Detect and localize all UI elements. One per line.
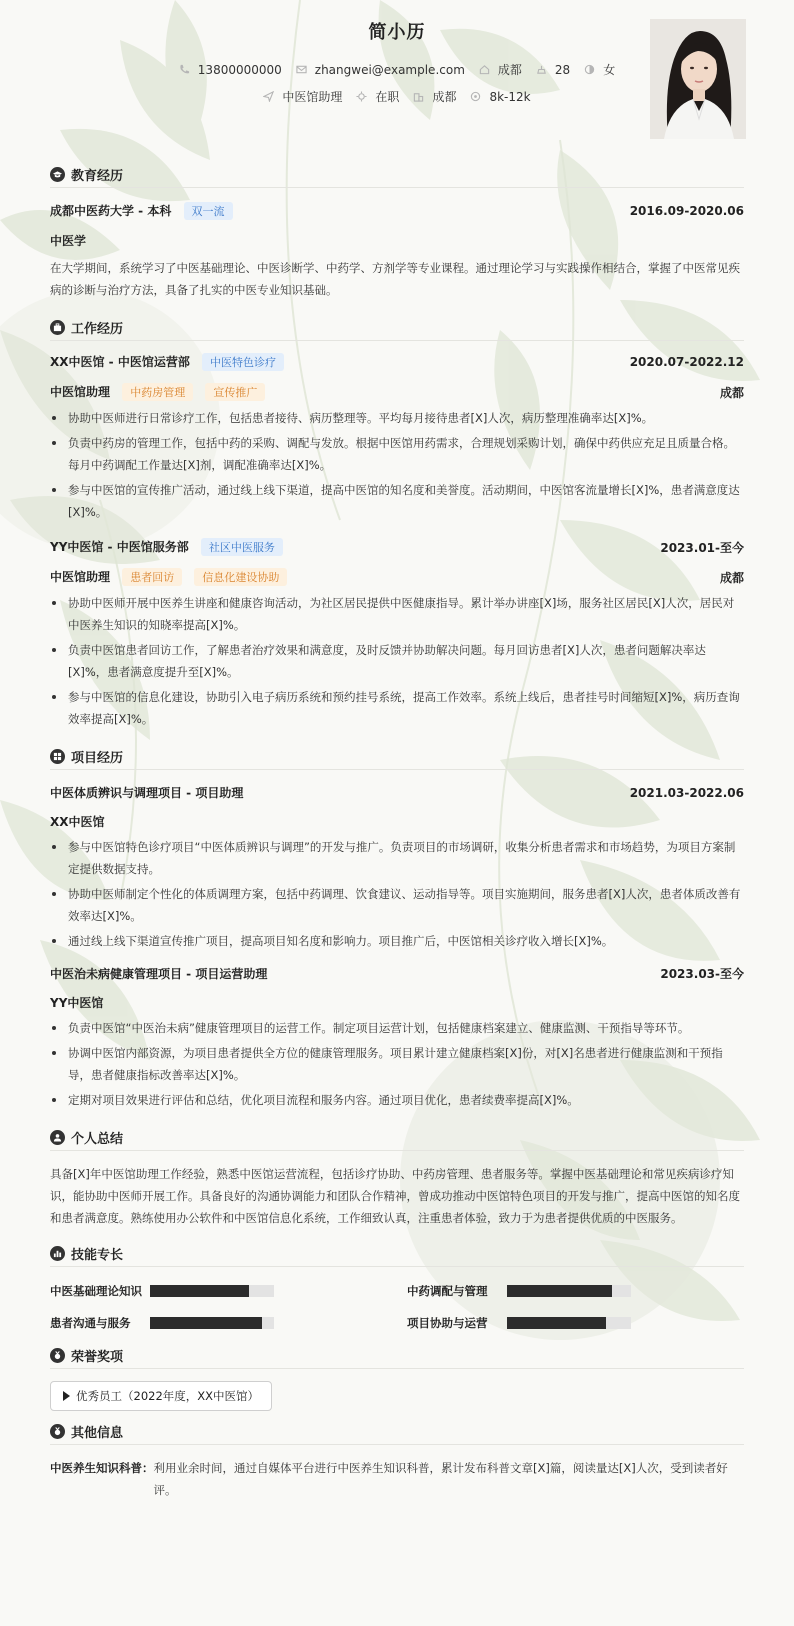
- other-text: 利用业余时间，通过自媒体平台进行中医养生知识科普，累计发布科普文章[X]篇，阅读量达[X]人次，受到读者好评。: [153, 1461, 728, 1497]
- section-divider: [50, 340, 744, 341]
- gender-info: [584, 61, 615, 78]
- skill-fill: [150, 1317, 262, 1329]
- project-section-header: [50, 742, 744, 770]
- project-entry: [50, 955, 744, 1111]
- project-date: 2021.03-2022.06: [629, 785, 744, 800]
- other-title: 其他信息: [71, 1425, 124, 1441]
- other-section-header: [50, 1417, 744, 1445]
- work-date: 2023.01-至今: [660, 540, 744, 555]
- phone-icon: [179, 64, 190, 75]
- project-org: YY中医馆: [50, 996, 104, 1010]
- salary-info: [470, 88, 530, 105]
- summary-section-header: [50, 1123, 744, 1151]
- company-tag: 社区中医服务: [201, 538, 283, 556]
- gender-icon: [584, 64, 595, 75]
- age-info: [536, 61, 570, 78]
- education-description: 在大学期间，系统学习了中医基础理论、中医诊断学、中药学、方剂学等专业课程。通过理论学习与实践操作相结合，掌握了中医常见疾病的诊断与治疗方法，具备了扎实的中医专业知识基础。: [50, 261, 740, 297]
- education-title: 教育经历: [71, 168, 124, 184]
- location-value: 成都: [497, 63, 522, 77]
- position-icon: [263, 91, 274, 102]
- status-value: 在职: [375, 90, 400, 104]
- skills-section-header: [50, 1239, 744, 1267]
- award-text: 优秀员工（2022年度，XX中医馆）: [76, 1389, 260, 1403]
- role-name: 中医馆助理: [50, 385, 111, 399]
- salary-value: 8k-12k: [489, 89, 531, 104]
- bullet-item: 协调中医馆内部资源，为项目患者提供全方位的健康管理服务。项目累计建立健康档案[X]份，对[X]名患者进行健康监测和干预指导，患者健康指标改善率达[X]%。: [50, 1042, 744, 1086]
- project-bullets: [50, 1017, 744, 1111]
- project-name: 中医体质辨识与调理项目 - 项目助理: [50, 786, 244, 800]
- bullet-item: 负责中药房的管理工作，包括中药的采购、调配与发放。根据中医馆用药需求，合理规划采购计划，确保中药供应充足且质量合格。每月中药调配工作量达[X]剂，调配准确率达[X]%。: [50, 432, 744, 476]
- salary-icon: [470, 91, 481, 102]
- phone-number: 13800000000: [197, 62, 282, 77]
- chart-icon: [50, 1246, 65, 1261]
- role-tag: 宣传推广: [205, 383, 265, 401]
- status-info: [356, 88, 399, 105]
- education-entry: [50, 188, 744, 301]
- bullet-item: 协助中医师进行日常诊疗工作，包括患者接待、病历整理等。平均每月接待患者[X]人次，病历整理准确率达[X]%。: [50, 407, 744, 429]
- project-name: 中医治未病健康管理项目 - 项目运营助理: [50, 967, 268, 981]
- bullet-item: 定期对项目效果进行评估和总结，优化项目流程和服务内容。通过项目优化，患者续费率提高[X]%。: [50, 1089, 744, 1111]
- section-divider: [50, 769, 744, 770]
- skill-item: [407, 1315, 744, 1331]
- bullet-item: 负责中医馆患者回访工作，了解患者治疗效果和满意度，及时反馈并协助解决问题。每月回访患者[X]人次，患者问题解决率达[X]%，患者满意度提升至[X]%。: [50, 639, 744, 683]
- role-tag: 患者回访: [122, 568, 182, 586]
- job-intent-row: [50, 88, 744, 105]
- play-icon: [63, 1391, 70, 1401]
- position-value: 中医馆助理: [282, 90, 343, 104]
- bullet-item: 参与中医馆特色诊疗项目“中医体质辨识与调理”的开发与推广。负责项目的市场调研，收集分析患者需求和市场趋势，为项目方案制定提供数据支持。: [50, 836, 744, 880]
- section-divider: [50, 1444, 744, 1445]
- city-value: 成都: [432, 90, 457, 104]
- work-section-header: [50, 313, 744, 341]
- skill-bar: [150, 1317, 274, 1329]
- summary-title: 个人总结: [71, 1131, 124, 1147]
- email-info: [296, 61, 465, 78]
- home-icon: [479, 64, 490, 75]
- company-name: YY中医馆 - 中医馆服务部: [50, 540, 189, 554]
- age-value: 28: [554, 62, 571, 77]
- school-line: [50, 202, 233, 220]
- major: 中医学: [50, 234, 87, 248]
- phone-info: [179, 61, 282, 78]
- status-icon: [356, 91, 367, 102]
- grid-icon: [50, 749, 65, 764]
- school-name: 成都中医药大学 - 本科: [50, 204, 172, 218]
- skill-item: [407, 1283, 744, 1299]
- bullet-item: 通过线上线下渠道宣传推广项目，提高项目知名度和影响力。项目推广后，中医馆相关诊疗收入增长[X]%。: [50, 930, 744, 952]
- skill-name: 中药调配与管理: [407, 1284, 488, 1298]
- company-name: XX中医馆 - 中医馆运营部: [50, 355, 190, 369]
- resume-header: [50, 0, 744, 160]
- awards-section-header: [50, 1341, 744, 1369]
- medal-icon: [50, 1348, 65, 1363]
- section-divider: [50, 1266, 744, 1267]
- graduation-cap-icon: [50, 167, 65, 182]
- education-date: 2016.09-2020.06: [629, 204, 744, 218]
- education-section-header: [50, 160, 744, 188]
- work-city: 成都: [719, 385, 744, 400]
- contact-row: [50, 61, 744, 78]
- awards-title: 荣誉奖项: [71, 1349, 124, 1365]
- work-city: 成都: [719, 570, 744, 585]
- section-divider: [50, 1150, 744, 1151]
- section-divider: [50, 187, 744, 188]
- profile-photo: [650, 19, 746, 139]
- location-info: [479, 61, 522, 78]
- position-info: [263, 88, 342, 105]
- skill-bar: [507, 1285, 631, 1297]
- role-name: 中医馆助理: [50, 570, 111, 584]
- summary-text: 具备[X]年中医馆助理工作经验，熟悉中医馆运营流程，包括诊疗协助、中药房管理、患者服务等。掌握中医基础理论和常见疾病诊疗知识，能协助中医师开展工作。具备良好的沟通协调能力和团队合作精神，曾成功推动中医馆特色项目的开发与推广，提高中医馆的知名度和患者满意度。熟练使用办公软件和中医馆信息化系统，工作细致认真，注重患者体验，致力于为患者提供优质的中医服务。: [50, 1167, 740, 1225]
- project-entry: [50, 770, 744, 952]
- bullet-item: 参与中医馆的宣传推广活动，通过线上线下渠道，提高中医馆的知名度和美誉度。活动期间，中医馆客流量增长[X]%，患者满意度达[X]%。: [50, 479, 744, 523]
- skill-bar: [150, 1285, 274, 1297]
- section-divider: [50, 1368, 744, 1369]
- project-date: 2023.03-至今: [660, 967, 744, 981]
- bullet-item: 负责中医馆“中医治未病”健康管理项目的运营工作。制定项目运营计划，包括健康档案建立、健康监测、干预指导等环节。: [50, 1017, 744, 1039]
- mail-icon: [296, 64, 307, 75]
- bullet-item: 协助中医师制定个性化的体质调理方案，包括中药调理、饮食建议、运动指导等。项目实施期间，服务患者[X]人次，患者体质改善有效率达[X]%。: [50, 883, 744, 927]
- email-address: zhangwei@example.com: [314, 62, 465, 77]
- skill-fill: [507, 1317, 606, 1329]
- user-icon: [50, 1130, 65, 1145]
- briefcase-icon: [50, 320, 65, 335]
- other-item: [50, 1457, 744, 1501]
- work-bullets: [50, 592, 744, 730]
- skill-name: 中医基础理论知识: [50, 1284, 142, 1298]
- bullet-item: 参与中医馆的信息化建设，协助引入电子病历系统和预约挂号系统，提高工作效率。系统上线后，患者挂号时间缩短[X]%，病历查询效率提高[X]%。: [50, 686, 744, 730]
- skill-bar: [507, 1317, 631, 1329]
- candidate-name: 简小历: [368, 22, 426, 43]
- skill-item: [50, 1315, 387, 1331]
- project-title: 项目经历: [71, 750, 124, 766]
- skill-fill: [507, 1285, 612, 1297]
- info-icon: [50, 1424, 65, 1439]
- skill-fill: [150, 1285, 249, 1297]
- award-item: [50, 1381, 272, 1411]
- project-org: XX中医馆: [50, 815, 105, 829]
- skill-name: 项目协助与运营: [407, 1316, 488, 1330]
- city-info: [413, 88, 456, 105]
- skill-item: [50, 1283, 387, 1299]
- other-label: 中医养生知识科普：: [50, 1461, 154, 1475]
- work-entry: [50, 341, 744, 523]
- work-bullets: [50, 407, 744, 523]
- skills-grid: [50, 1283, 744, 1331]
- school-tag: 双一流: [184, 202, 233, 220]
- work-title: 工作经历: [71, 321, 124, 337]
- work-date: 2020.07-2022.12: [629, 355, 744, 369]
- city-icon: [413, 91, 424, 102]
- role-tag: 中药房管理: [122, 383, 193, 401]
- project-bullets: [50, 836, 744, 952]
- skills-title: 技能专长: [71, 1247, 124, 1263]
- age-icon: [536, 64, 547, 75]
- company-tag: 中医特色诊疗: [202, 353, 284, 371]
- awards-list: [50, 1381, 744, 1411]
- bullet-item: 协助中医师开展中医养生讲座和健康咨询活动，为社区居民提供中医健康指导。累计举办讲座[X]场，服务社区居民[X]人次，居民对中医养生知识的知晓率提高[X]%。: [50, 592, 744, 636]
- work-entry: [50, 526, 744, 730]
- skill-name: 患者沟通与服务: [50, 1316, 131, 1330]
- gender-value: 女: [603, 63, 616, 77]
- role-tag: 信息化建设协助: [194, 568, 287, 586]
